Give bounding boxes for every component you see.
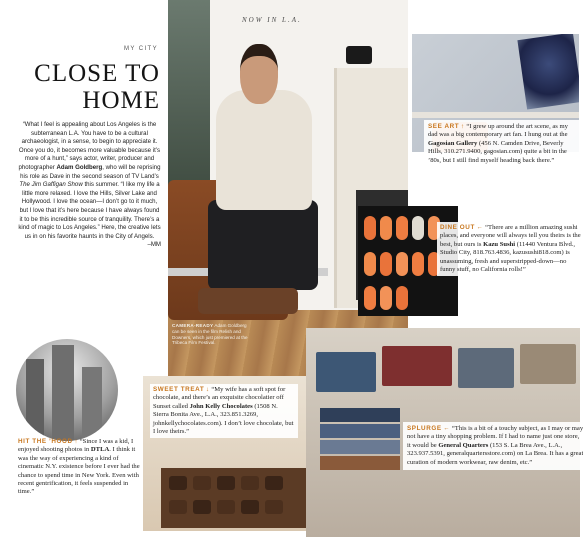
hit-the-hood-heading: HIT THE ’HOOD bbox=[18, 438, 73, 445]
splurge-text-1: “This is a bit of a touchy subject, as I may or may not have a tiny shopping problem. If I had to name just one store, it would be bbox=[407, 425, 583, 449]
splurge-venue: General Quarters bbox=[438, 441, 489, 449]
dtla-photo bbox=[16, 339, 118, 441]
sweet-treat-block bbox=[150, 384, 298, 438]
hood-text-1: “Since I was a kid, I enjoyed shooting photos in bbox=[18, 438, 134, 454]
section-label: MY CITY bbox=[123, 46, 158, 52]
arrow-down-icon: ↓ bbox=[205, 386, 210, 393]
title-line-1: CLOSE TO bbox=[34, 60, 160, 87]
see-art-heading: SEE ART bbox=[428, 123, 460, 130]
arrow-left-icon: ← bbox=[443, 425, 451, 432]
splurge-heading: SPLURGE bbox=[407, 425, 442, 432]
dine-out-heading: DINE OUT bbox=[440, 224, 475, 231]
sweet-treat-heading: SWEET TREAT bbox=[153, 386, 205, 393]
arrow-left-icon: ← bbox=[476, 224, 484, 231]
caption-body: Adam Goldberg can be seen in the film Relish and Downers, which just premiered at the Tribeca Film Festival. bbox=[172, 323, 248, 346]
caption-head: CAMERA-READY bbox=[172, 323, 214, 328]
see-art-block bbox=[424, 120, 582, 168]
lede-text-1: “What I feel is appealing about Los Angeles is the subterranean L.A. You have to be a cultural archaeologist, in a sense, to begin to appreciate it. Once you do, it becomes more valuable because it’s more of a hunt,” says actor, writer, producer and photographer bbox=[18, 121, 161, 171]
see-art-venue: Gagosian Gallery bbox=[428, 139, 478, 147]
lede-signature: –MM bbox=[147, 241, 161, 249]
dine-out-text-1: “There are a million amazing sushi places, and everyone will always tell you theirs is the best, but ours is bbox=[440, 224, 581, 248]
camera-icon bbox=[346, 46, 372, 64]
lede-paragraph bbox=[18, 121, 161, 250]
lede-show-title: The Jim Gaffigan Show bbox=[19, 181, 83, 189]
splurge-block bbox=[403, 422, 583, 470]
see-art-text-1: “I grew up around the art scene, as my dad was a big contemporary art fan. I hung out at the bbox=[428, 123, 568, 139]
hero-overlay-text: NOW IN L.A. bbox=[242, 16, 302, 24]
hit-the-hood-block bbox=[18, 438, 143, 497]
photo-caption bbox=[172, 323, 252, 346]
sweet-treat-text-2: (1508 N. Sierra Bonita Ave., L.A., 323.851.3269, johnkellychocolates.com). I don’t love chocolate, but I love theirs.” bbox=[153, 402, 294, 436]
lede-name: Adam Goldberg bbox=[56, 163, 103, 171]
arrow-up-icon: ↑ bbox=[460, 123, 465, 130]
arrow-up-icon: ↑ bbox=[74, 438, 79, 445]
dine-out-block bbox=[437, 222, 583, 276]
hood-venue: DTLA bbox=[90, 446, 110, 454]
title-line-2: HOME bbox=[82, 87, 160, 114]
sweet-treat-venue: John Kelly Chocolates bbox=[189, 402, 253, 410]
splurge-text-2: (153 S. La Brea Ave., L.A., 323.937.5391, generalquartersstore.com) on La Brea. It has a great curation of modern workwear, raw denim, etc.” bbox=[407, 441, 583, 466]
page-title bbox=[20, 60, 160, 114]
sweet-treat-text-1: “My wife has a soft spot for chocolate, and there’s an exquisite chocolatier off Sunset called bbox=[153, 386, 286, 410]
lede-text-2: , who will be reprising his role as Dave in the second season of TV Land’s bbox=[20, 163, 161, 180]
hood-text-2: . I think it was the way of experiencing a kind of cinematic N.Y. existence before I ever had the chance to spend time in New York. Even with recent gentrification, it feels suspended in time.” bbox=[18, 446, 140, 496]
lede-text-3: this summer. “I like my life a little more relaxed. I love the Hills, Silver Lake and Hollywood. I love the ocean—I don’t go to it much, but I love that it’s here because I have always found it to be this incredible source of tranquility. There’s a kind of magic to Los Angeles.” Here, the creative lets us in on his favorite haunts in the City of Angels. bbox=[18, 181, 161, 240]
dine-out-venue: Kazu Sushi bbox=[483, 240, 516, 248]
dine-out-text-2: (11440 Ventura Blvd., Studio City, 818.763.4836, kazusushi818.com) is unassuming, fresh and superstripped-down—no funny stuff, no California rolls!” bbox=[440, 240, 576, 274]
see-art-text-2: (456 N. Camden Drive, Beverly Hills, 310.271.9400, gagosian.com) quite a bit in the ’80s, but I still find myself heading back there.” bbox=[428, 139, 567, 164]
